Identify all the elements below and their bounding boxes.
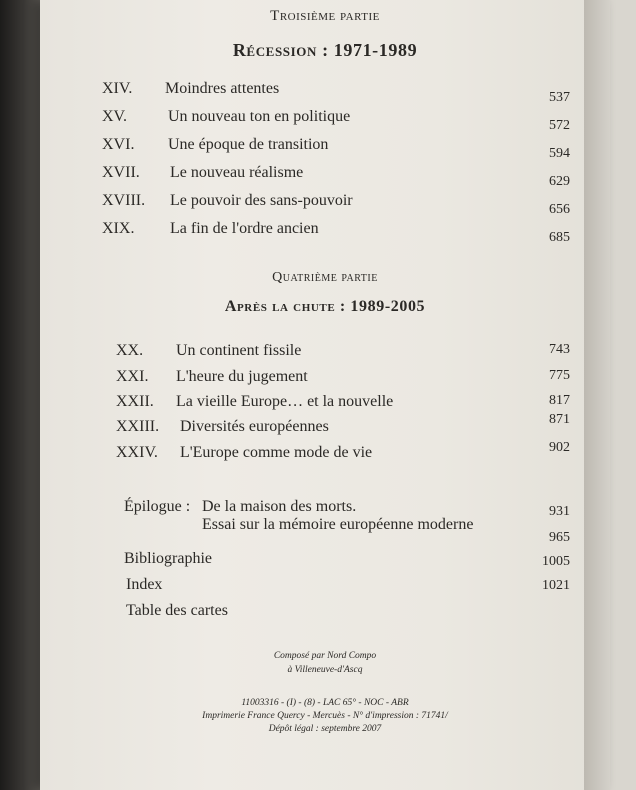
toc-row xyxy=(40,412,610,442)
chapter-page: 871 xyxy=(549,412,570,427)
chapter-number: XV. xyxy=(102,108,128,125)
book-spine-shadow xyxy=(0,0,40,790)
chapter-number: XIV. xyxy=(102,80,133,97)
toc-row xyxy=(40,440,610,468)
maps-label: Table des cartes xyxy=(126,602,228,619)
chapter-page: 775 xyxy=(549,368,570,383)
chapter-page: 817 xyxy=(549,393,570,408)
colophon-line: 11003316 - (I) - (8) - LAC 65° - NOC - ABR xyxy=(241,698,409,708)
index-label: Index xyxy=(126,576,163,593)
epilogue-label: Épilogue : xyxy=(124,498,191,515)
chapter-page: 743 xyxy=(549,342,570,357)
chapter-number: XXIII. xyxy=(116,418,160,435)
chapter-page: 537 xyxy=(549,90,570,105)
part-three-label: Troisième partie xyxy=(270,8,380,24)
bibliography-page: 1005 xyxy=(542,554,570,569)
toc-row xyxy=(40,368,610,392)
chapter-title: Le nouveau réalisme xyxy=(170,164,304,181)
colophon-line: Dépôt légal : septembre 2007 xyxy=(268,724,382,734)
chapter-title: La fin de l'ordre ancien xyxy=(170,220,319,237)
toc-row xyxy=(40,136,610,160)
chapter-number: XVI. xyxy=(102,136,135,153)
bibliography-label: Bibliographie xyxy=(124,550,212,567)
toc-row xyxy=(40,220,610,244)
colophon-line: à Villeneuve-d'Ascq xyxy=(287,665,363,675)
chapter-page: 572 xyxy=(549,118,570,133)
toc-row xyxy=(40,550,610,574)
chapter-title: L'Europe comme mode de vie xyxy=(180,444,373,461)
toc-row xyxy=(40,108,610,132)
chapter-number: XXI. xyxy=(116,368,149,385)
chapter-page: 594 xyxy=(549,146,570,161)
epilogue-title-line2: Essai sur la mémoire européenne moderne xyxy=(202,516,474,533)
chapter-number: XVII. xyxy=(102,164,140,181)
chapter-number: XVIII. xyxy=(102,192,146,209)
epilogue-page: 931 xyxy=(549,504,570,519)
colophon-line: Composé par Nord Compo xyxy=(273,651,377,661)
chapter-page: 656 xyxy=(549,202,570,217)
toc-row xyxy=(40,80,610,104)
chapter-title: Un continent fissile xyxy=(176,342,302,359)
toc-row xyxy=(40,393,610,417)
chapter-page: 902 xyxy=(549,440,570,455)
chapter-title: L'heure du jugement xyxy=(176,368,308,385)
chapter-number: XXII. xyxy=(116,393,154,410)
chapter-title: La vieille Europe… et la nouvelle xyxy=(176,393,394,410)
epilogue-end-page: 965 xyxy=(549,530,570,545)
page-edge xyxy=(584,0,610,790)
toc-row xyxy=(40,164,610,188)
chapter-title: Le pouvoir des sans-pouvoir xyxy=(170,192,353,209)
chapter-title: Un nouveau ton en politique xyxy=(168,108,351,125)
chapter-number: XX. xyxy=(116,342,144,359)
chapter-title: Diversités européennes xyxy=(180,418,329,435)
toc-row xyxy=(40,602,610,626)
toc-row xyxy=(40,192,610,216)
epilogue-title-line1: De la maison des morts. xyxy=(202,498,357,515)
chapter-number: XIX. xyxy=(102,220,135,237)
index-page: 1021 xyxy=(542,578,570,593)
part-three-title: Récession : 1971-1989 xyxy=(232,40,418,60)
chapter-number: XXIV. xyxy=(116,444,158,461)
part-four-label: Quatrième partie xyxy=(272,270,378,285)
chapter-title: Une époque de transition xyxy=(168,136,329,153)
book-page xyxy=(40,0,610,790)
colophon-line: Imprimerie France Quercy - Mercuès - N° d'impression : 71741/ xyxy=(202,711,448,721)
chapter-page: 629 xyxy=(549,174,570,189)
toc-row xyxy=(40,576,610,600)
part-four-title: Après la chute : 1989-2005 xyxy=(224,298,426,315)
chapter-page: 685 xyxy=(549,230,570,245)
toc-row xyxy=(40,342,610,366)
chapter-title: Moindres attentes xyxy=(165,80,280,97)
